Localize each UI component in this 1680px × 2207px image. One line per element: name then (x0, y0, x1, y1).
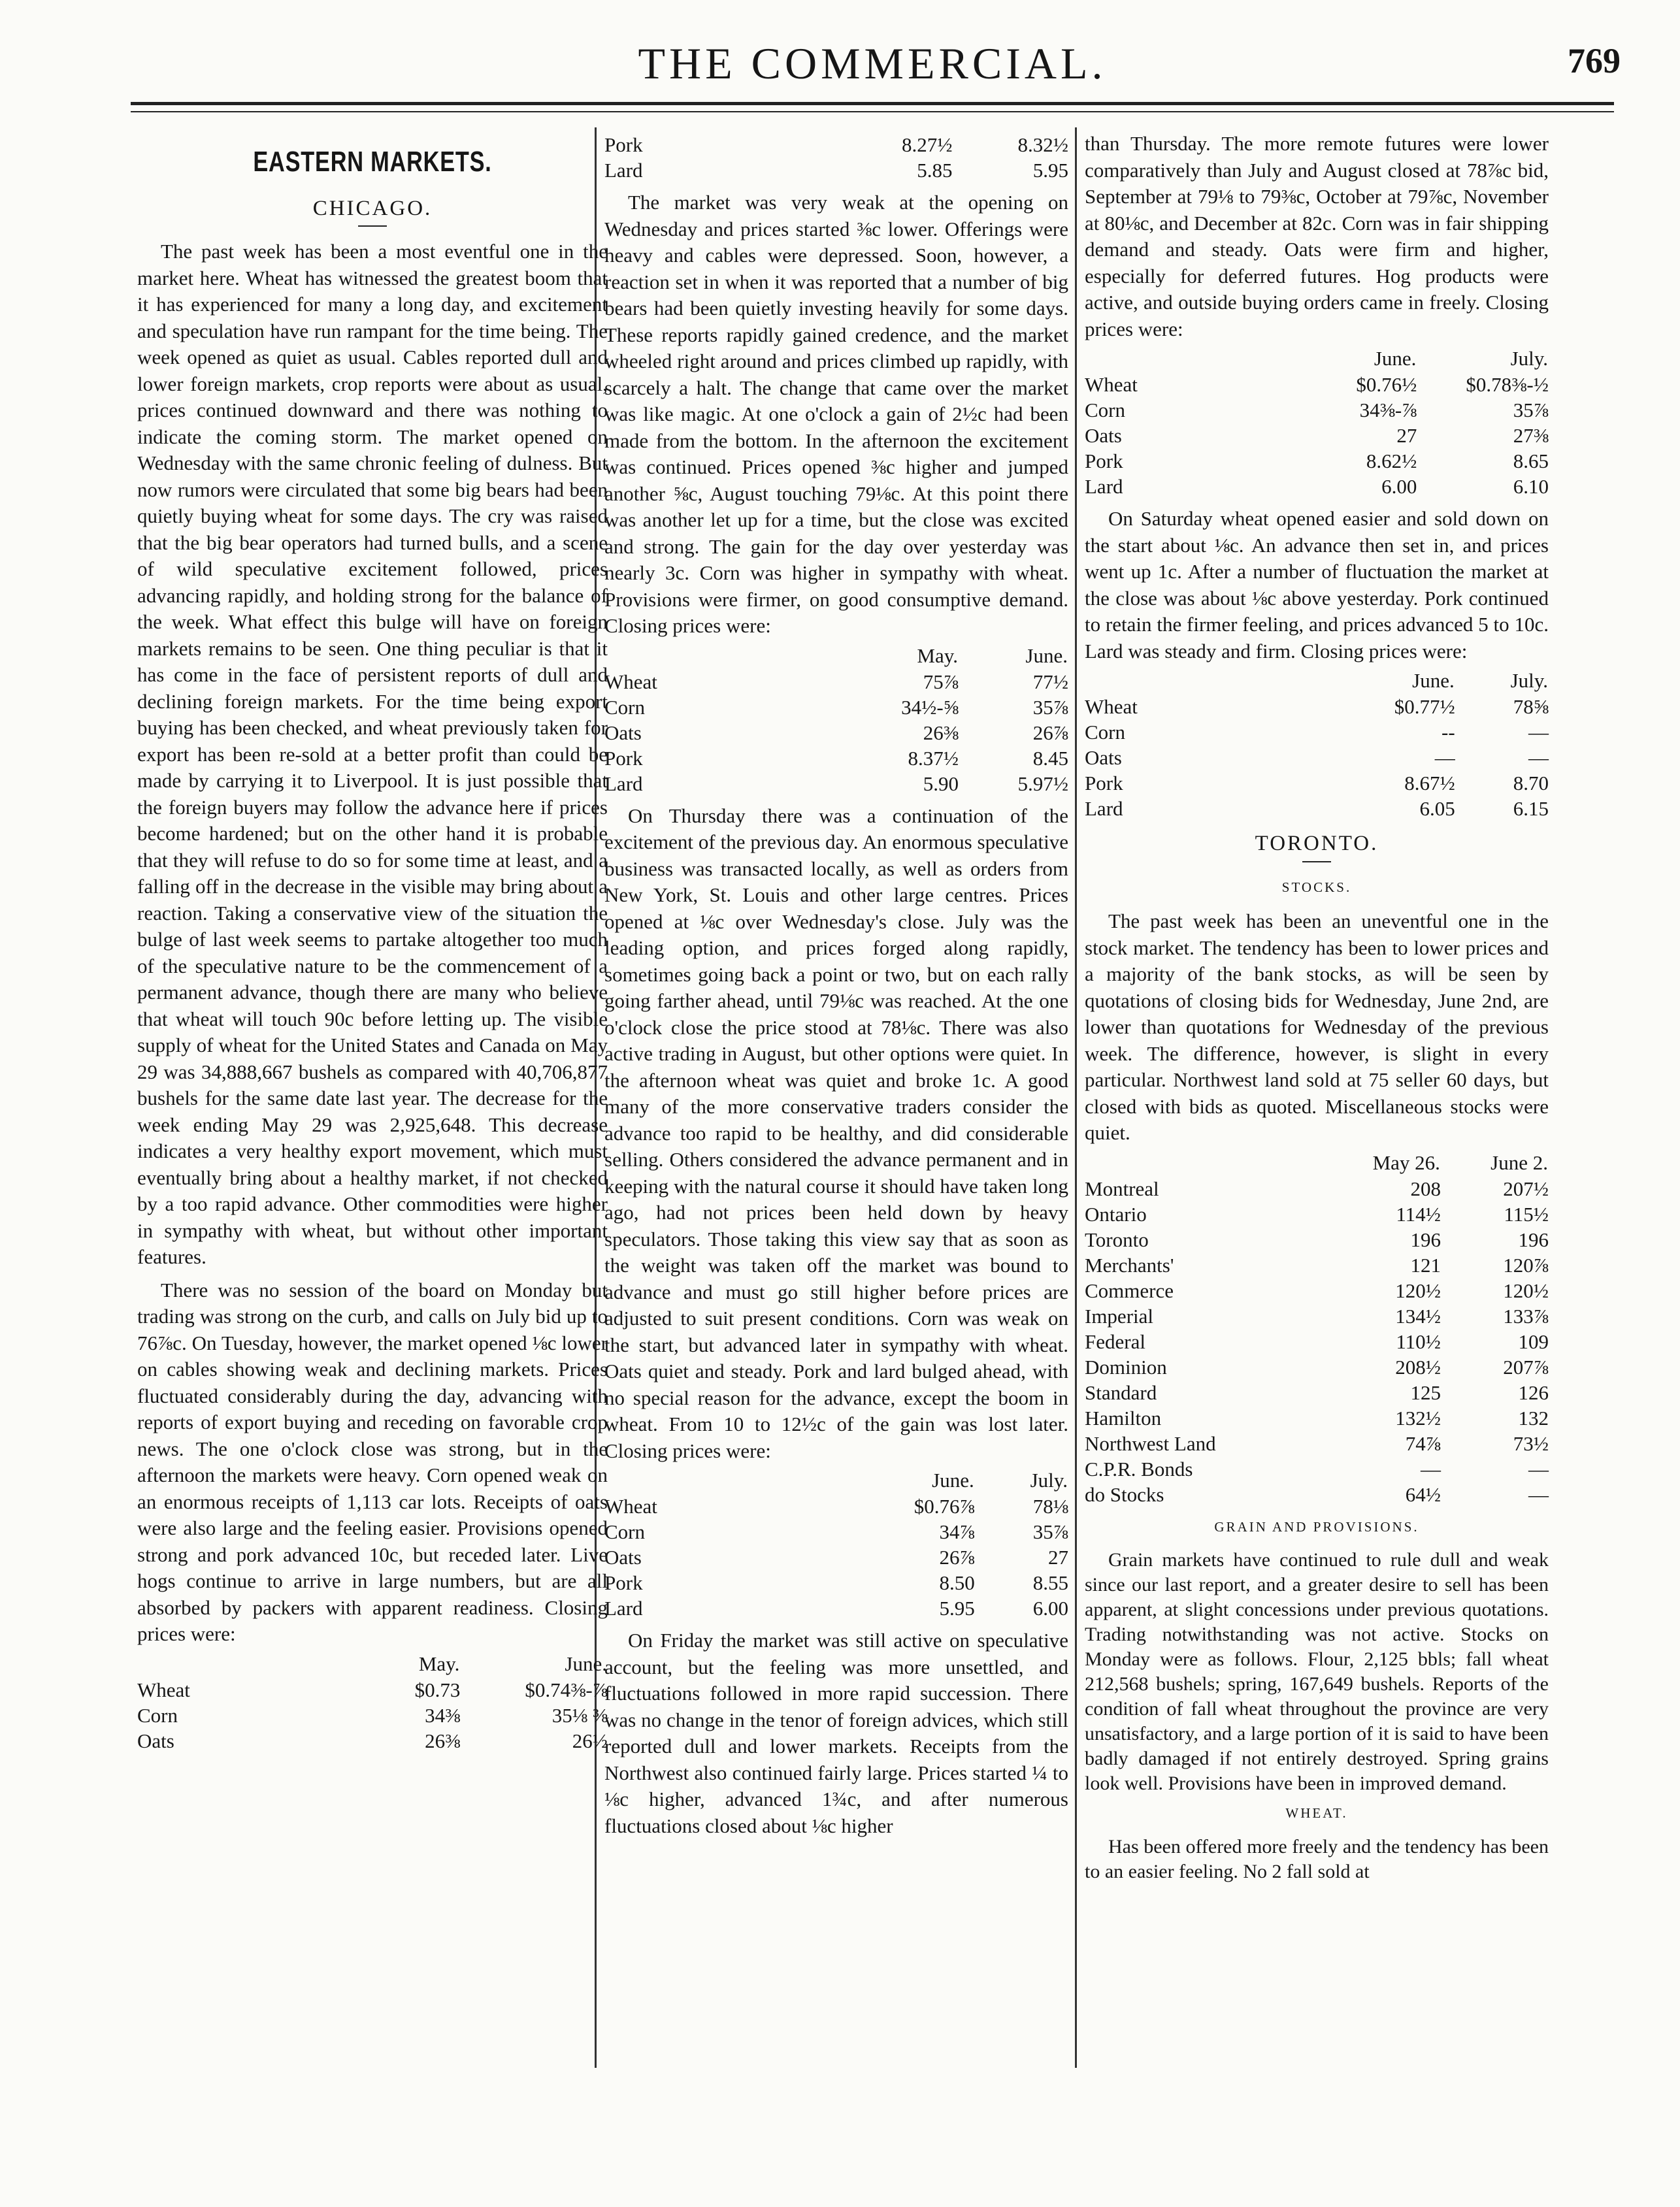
column-2 (604, 131, 1068, 1839)
price-value: 5.85 (917, 159, 953, 182)
stocks-table (1085, 1149, 1549, 1507)
article-paragraph: On Saturday wheat opened easier and sold down on the start about ⅛c. An advance then set in, and prices went up 1c. After a number of fluctuation the market at the close was about ⅛c above yesterday. Pork continued to retain the firmer feeling, and prices advanced 5 to 10c. Lard was steady and firm. Closing prices were: (1085, 507, 1549, 662)
table-row (604, 745, 1068, 771)
page-title: THE COMMERCIAL. (638, 39, 1107, 88)
price-value: 8.37½ (908, 746, 959, 770)
price-value: -- (1441, 721, 1455, 744)
table-header-row (1085, 667, 1549, 694)
price-value: 34½-⅝ (901, 695, 959, 719)
commodity-name: Pork (604, 133, 643, 156)
stock-value: 109 (1518, 1330, 1549, 1353)
stock-value: — (1528, 1482, 1549, 1506)
stock-value: 208½ (1395, 1355, 1441, 1379)
price-value: 5.95 (1032, 159, 1068, 182)
stock-value: 208 (1410, 1177, 1441, 1200)
article-paragraph: The past week has been an uneventful one in the stock market. The tendency has been to lower prices and a majority of the bank stocks, as will be seen by quotations of closing bids for Wednesday, June 2nd, are lower than quotations for Wednesday of the previous week. The difference, however, is slight in every particular. Northwest land sold at 75 seller 60 days, but closed with bids as quoted. Miscellaneous stocks were quiet. (1085, 909, 1549, 1144)
commodity-name: Corn (137, 1703, 178, 1727)
table-row (1085, 1354, 1549, 1380)
article-paragraph: The past week has been a most eventful one in the market here. Wheat has witnessed the greatest boom that it has experienced for many a long day, and excitement and speculation have run rampant for the time being. The week opened as quiet as usual. Cables reported dull and lower foreign markets, crop reports were about as usual, prices continued downward and there was nothing to indicate the coming storm. The market opened on Wednesday with the same chronic feeling of dulness. But now rumors were circulated that some big bears had been quietly buying wheat for some days. The cry was raised that the big bear operators had turned bulls, and a scene of wild speculative excitement followed, prices advancing rapidly, and holding strong for the balance of the week. What effect this bulge will have on foreign markets remains to be seen. One thing peculiar is that it has come in the face of persistent reports of dull and declining foreign markets. For the time being export buying has been checked, and wheat previously taken for export has been re-sold at a better profit than could be made by carrying it to Liverpool. It is just possible that the foreign buyers may follow the advance here if prices become hardened; but on the other hand it is probable that they will refuse to do so for some time at least, and a falling off in the decrease in the visible may bring about a reaction. Taking a conservative view of the situation the bulge of last week seems to partake altogether too much of the speculative nature to be the commencement of a permanent advance, though there are many who believe that wheat will touch 90c before letting up. The visible supply of wheat for the United States and Canada on May 29 was 34,888,667 bushels as compared with 40,706,877 bushels for the same date last year. The decrease for the week ending May 29 was 2,925,648. This decrease indicates a very healthy export movement, which must eventually bring about a healthy market, if not checked by a too rapid advance. Other commodities were higher in sympathy with wheat, but without other important features. (137, 240, 608, 1268)
price-value: 26⅞ (939, 1546, 975, 1569)
price-value: 8.27½ (902, 133, 953, 156)
commodity-name: Oats (137, 1729, 174, 1752)
table-row (604, 1494, 1068, 1519)
price-table (137, 1650, 608, 1754)
table-header-row (604, 642, 1068, 669)
column-header: June 2. (1491, 1151, 1548, 1174)
price-table (604, 642, 1068, 796)
column-header: July. (1510, 347, 1548, 370)
price-value: 77½ (1032, 670, 1068, 693)
price-value: 26⅜ (425, 1729, 461, 1752)
price-value: 8.62½ (1366, 450, 1417, 472)
stock-value: 207⅞ (1503, 1355, 1549, 1379)
table-row (1085, 1405, 1549, 1431)
stock-name: Merchants' (1085, 1253, 1174, 1277)
commodity-name: Wheat (604, 670, 657, 693)
table-row (604, 669, 1068, 695)
section-heading: EASTERN MARKETS. (253, 146, 492, 178)
table-row (1085, 474, 1549, 499)
price-value: 8.50 (939, 1571, 975, 1594)
commodity-name: Oats (1085, 424, 1122, 447)
price-value: 35⅞ (1032, 695, 1068, 719)
city-heading: CHICAGO. (312, 196, 433, 220)
price-value: 34⅞ (939, 1520, 975, 1543)
price-value: — (1528, 721, 1549, 744)
table-row (604, 720, 1068, 745)
table-row (604, 1595, 1068, 1621)
table-row (604, 157, 1068, 183)
price-table (604, 1467, 1068, 1621)
column-header: July. (1030, 1469, 1068, 1492)
stock-name: Ontario (1085, 1202, 1147, 1226)
table-row (1085, 694, 1549, 719)
table-header-row (604, 1467, 1068, 1494)
stock-value: — (1528, 1457, 1549, 1480)
stock-value: 132 (1518, 1406, 1549, 1430)
commodity-name: Oats (604, 721, 642, 744)
table-row (1085, 1252, 1549, 1278)
stock-value: 121 (1410, 1253, 1441, 1277)
stock-value: 134½ (1395, 1304, 1441, 1328)
table-row (137, 1728, 608, 1754)
header-rule-thin (131, 111, 1614, 112)
price-table (604, 132, 1068, 183)
price-value: — (1528, 746, 1549, 769)
stock-value: 73½ (1513, 1431, 1549, 1455)
price-value: 6.15 (1513, 797, 1549, 820)
subsection-heading: WHEAT. (1285, 1805, 1348, 1821)
column-header: June. (1374, 347, 1417, 370)
price-value: 8.65 (1513, 450, 1549, 472)
table-row (1085, 770, 1549, 796)
column-header: June. (565, 1652, 607, 1675)
stock-value: 132½ (1395, 1406, 1441, 1430)
stock-value: 115½ (1504, 1202, 1549, 1226)
article-paragraph: There was no session of the board on Monday but trading was strong on the curb, and calls on July bid up to 76⅞c. On Tuesday, however, the market opened ⅛c lower on cables showing weak and declining markets. Prices fluctuated considerably during the day, advancing with reports of export buying and receding on favorable crop news. The one o'clock close was strong, but in the afternoon the markets were heavy. Corn opened weak on an enormous receipts of 1,113 car lots. Receipts of oats were also large and the feeling easier. Provisions opened strong and pork advanced 10c, but receded later. Live hogs continue to arrive in large numbers, but are all absorbed by packers with apparent readiness. Closing prices were: (137, 1278, 608, 1645)
commodity-name: Corn (604, 695, 645, 719)
subsection-heading: GRAIN AND PROVISIONS. (1214, 1518, 1419, 1535)
price-value: 8.55 (1032, 1571, 1068, 1594)
stock-value: 120⅞ (1503, 1253, 1549, 1277)
price-value: 5.97½ (1017, 772, 1068, 795)
price-value: 6.00 (1032, 1597, 1068, 1620)
price-value: 75⅞ (923, 670, 959, 693)
price-value: 27⅜ (1513, 424, 1549, 447)
commodity-name: Lard (604, 159, 643, 182)
price-value: 8.45 (1032, 746, 1068, 770)
header-rule-thick (131, 102, 1614, 105)
commodity-name: Oats (604, 1546, 642, 1569)
price-value: 78⅛ (1032, 1495, 1068, 1518)
stock-value: 207½ (1503, 1177, 1549, 1200)
commodity-name: Pork (1085, 772, 1123, 794)
price-value: 5.95 (939, 1597, 975, 1620)
stock-name: Toronto (1085, 1228, 1149, 1251)
page-number: 769 (1568, 41, 1621, 80)
table-row (1085, 719, 1549, 745)
commodity-name: Wheat (604, 1495, 657, 1518)
commodity-name: Lard (1085, 797, 1123, 820)
commodity-name: Wheat (1085, 373, 1138, 396)
commodity-name: Lard (604, 772, 643, 795)
stock-value: 120½ (1395, 1279, 1441, 1302)
price-value: 78⅝ (1513, 695, 1549, 718)
table-row (1085, 1482, 1549, 1507)
column-header: May. (418, 1652, 460, 1675)
price-value: 26⅜ (923, 721, 959, 744)
commodity-name: Corn (1085, 399, 1125, 421)
table-header-row (1085, 345, 1549, 372)
table-row (1085, 1227, 1549, 1252)
stock-name: Federal (1085, 1330, 1145, 1353)
commodity-name: Wheat (1085, 695, 1138, 718)
column-1 (137, 131, 608, 1760)
stock-value: 110½ (1396, 1330, 1441, 1353)
stock-name: Dominion (1085, 1355, 1167, 1379)
table-row (604, 1545, 1068, 1570)
table-row (1085, 1431, 1549, 1456)
stock-value: — (1420, 1457, 1441, 1480)
table-row (1085, 796, 1549, 821)
stock-value: 64½ (1405, 1482, 1441, 1506)
commodity-name: Corn (1085, 721, 1125, 744)
heading-dash (358, 225, 387, 227)
column-3 (1085, 131, 1549, 1884)
commodity-name: Oats (1085, 746, 1122, 769)
stock-name: Northwest Land (1085, 1431, 1216, 1455)
price-value: $0.76½ (1356, 373, 1417, 396)
price-table (1085, 345, 1549, 499)
column-header: June. (1412, 669, 1455, 692)
article-paragraph: Grain markets have continued to rule dull and weak since our last report, and a greater desire to sell has been apparent, at slight concessions under previous quotations. Trading notwithstanding was not active. Stocks on Monday were as follows. Flour, 2,125 bbls; fall wheat 212,568 bushels; spring, 167,649 bushels. Reports of the condition of fall wheat throughout the province are very unsatisfactory, and a large portion of it is said to have been badly damaged if not entirely destroyed. Spring grains look well. Provisions have been in improved demand. (1085, 1549, 1549, 1794)
price-value: $0.77½ (1394, 695, 1455, 718)
stock-value: 126 (1518, 1381, 1549, 1404)
table-row (1085, 1278, 1549, 1303)
price-value: 6.10 (1513, 475, 1549, 498)
column-header: June. (932, 1469, 974, 1492)
stock-name: Montreal (1085, 1177, 1159, 1200)
table-row (604, 695, 1068, 720)
column-header: July. (1510, 669, 1548, 692)
column-header: May. (917, 644, 958, 667)
stock-name: C.P.R. Bonds (1085, 1457, 1193, 1480)
article-paragraph: The market was very weak at the opening on Wednesday and prices started ⅜c lower. Offerings were heavy and cables were depressed. Soon, however, a reaction set in when it was reported that a number of big bears had been quietly investing heavily for some days. These reports rapidly gained credence, and the market wheeled right around and prices climbed up rapidly, with scarcely a halt. The change that came over the market was like magic. At one o'clock a gain of 2½c had been made from the bottom. In the afternoon the excitement was continued. Prices opened ⅜c higher and jumped another ⅝c, August touching 79⅛c. At this point there was another let up for a time, but the close was excited and strong. The gain for the day over yesterday was nearly 3c. Corn was higher in sympathy with wheat. Provisions were firmer, on good consumptive demand. Closing prices were: (604, 191, 1068, 637)
price-value: $0.76⅞ (914, 1495, 975, 1518)
price-value: 5.90 (923, 772, 959, 795)
subsection-heading: STOCKS. (1281, 879, 1352, 895)
price-value: 8.32½ (1017, 133, 1068, 156)
price-value: 8.70 (1513, 772, 1549, 794)
price-value: 35⅞ (1513, 399, 1549, 421)
table-row (1085, 745, 1549, 770)
commodity-name: Lard (604, 1597, 643, 1620)
stock-value: 74⅞ (1405, 1431, 1441, 1455)
price-value: 35⅛ ⅜ (552, 1703, 608, 1727)
price-value: — (1434, 746, 1455, 769)
stock-value: 133⅞ (1503, 1304, 1549, 1328)
price-value: $0.78⅜-½ (1466, 373, 1549, 396)
commodity-name: Lard (1085, 475, 1123, 498)
price-value: 6.05 (1419, 797, 1455, 820)
price-table (1085, 667, 1549, 821)
stock-value: 196 (1518, 1228, 1549, 1251)
price-value: 26½ (572, 1729, 608, 1752)
price-value: 6.00 (1381, 475, 1417, 498)
table-row (137, 1677, 608, 1703)
commodity-name: Pork (604, 746, 643, 770)
price-value: 35⅞ (1032, 1520, 1068, 1543)
stock-name: Imperial (1085, 1304, 1154, 1328)
commodity-name: Pork (604, 1571, 643, 1594)
city-heading: TORONTO. (1255, 832, 1379, 855)
column-header: June. (1025, 644, 1068, 667)
column-header: May 26. (1372, 1151, 1440, 1174)
stock-name: Standard (1085, 1381, 1157, 1404)
table-row (1085, 1202, 1549, 1227)
article-paragraph: On Friday the market was still active on speculative account, but the feeling was more unsettled, and fluctuations followed in more rapid succession. There was no change in the tenor of foreign advices, which still reported dull and lower markets. Receipts from the Northwest also continued fairly large. Prices started ¼ to ⅛c higher, advanced 1¾c, and after numerous fluctuations closed about ⅛c higher (604, 1629, 1068, 1837)
column-divider (1075, 127, 1077, 2068)
price-value: 8.67½ (1404, 772, 1455, 794)
heading-dash (1302, 861, 1331, 862)
commodity-name: Pork (1085, 450, 1123, 472)
table-header-row (1085, 1149, 1549, 1176)
price-value: 34⅜ (425, 1703, 461, 1727)
table-row (604, 1570, 1068, 1595)
price-value: $0.73 (414, 1678, 461, 1701)
stock-name: Hamilton (1085, 1406, 1162, 1430)
table-row (604, 771, 1068, 796)
stock-value: 125 (1410, 1381, 1441, 1404)
price-value: $0.74⅜-⅞ (525, 1678, 608, 1701)
table-row (1085, 1380, 1549, 1405)
table-row (1085, 1303, 1549, 1329)
table-row (1085, 372, 1549, 397)
price-value: 34⅜-⅞ (1359, 399, 1417, 421)
article-paragraph: than Thursday. The more remote futures were lower comparatively than July and August closed at 78⅞c bid, September at 79⅛ to 79⅜c, October at 79⅞c, November at 80⅛c, and December at 82c. Corn was in fair shipping demand and steady. Oats were firm and higher, especially for deferred futures. Hog products were active, and outside buying orders came in freely. Closing prices were: (1085, 132, 1549, 340)
table-header-row (137, 1650, 608, 1677)
masthead (124, 26, 1621, 98)
table-row (604, 132, 1068, 157)
table-row (604, 1519, 1068, 1545)
article-paragraph: On Thursday there was a continuation of the excitement of the previous day. An enormous speculative business was transacted locally, as well as orders from New York, St. Louis and other large centres. Prices opened at ⅛c over Wednesday's close. July was the leading option, and prices forged along rapidly, sometimes going back a point or two, but on each rally going farther ahead, until 79⅛c was reached. At the one o'clock close the price stood at 78⅛c. There was also active trading in August, but other options were quiet. In the afternoon wheat was quiet and broke 1c. A good many of the more conservative traders consider the advance too rapid to be healthy, and did considerable selling. Others considered the advance permanent and in keeping with the natural course it should have taken long ago, had not prices been held down by heavy speculators. Those taking this view say that as soon as the weight was taken off the market was bound to advance and must go still higher before prices are adjusted to suit present conditions. Corn was weak on the start, but advanced later in sympathy with wheat. Oats quiet and steady. Pork and lard bulged ahead, with no special reason for the advance, except the boom in wheat. From 10 to 12½c of the gain was lost later. Closing prices were: (604, 804, 1068, 1462)
commodity-name: Wheat (137, 1678, 190, 1701)
table-row (1085, 1176, 1549, 1202)
table-row (1085, 1456, 1549, 1482)
table-row (1085, 397, 1549, 423)
commodity-name: Corn (604, 1520, 645, 1543)
stock-name: Commerce (1085, 1279, 1174, 1302)
table-row (137, 1703, 608, 1728)
table-row (1085, 423, 1549, 448)
stock-value: 114½ (1396, 1202, 1441, 1226)
price-value: 27 (1048, 1546, 1068, 1569)
stock-name: do Stocks (1085, 1482, 1164, 1506)
price-value: 26⅞ (1032, 721, 1068, 744)
price-value: 27 (1396, 424, 1417, 447)
table-row (1085, 1329, 1549, 1354)
stock-value: 196 (1410, 1228, 1441, 1251)
table-row (1085, 448, 1549, 474)
stock-value: 120½ (1503, 1279, 1549, 1302)
article-paragraph: Has been offered more freely and the tendency has been to an easier feeling. No 2 fall sold at (1085, 1835, 1549, 1882)
